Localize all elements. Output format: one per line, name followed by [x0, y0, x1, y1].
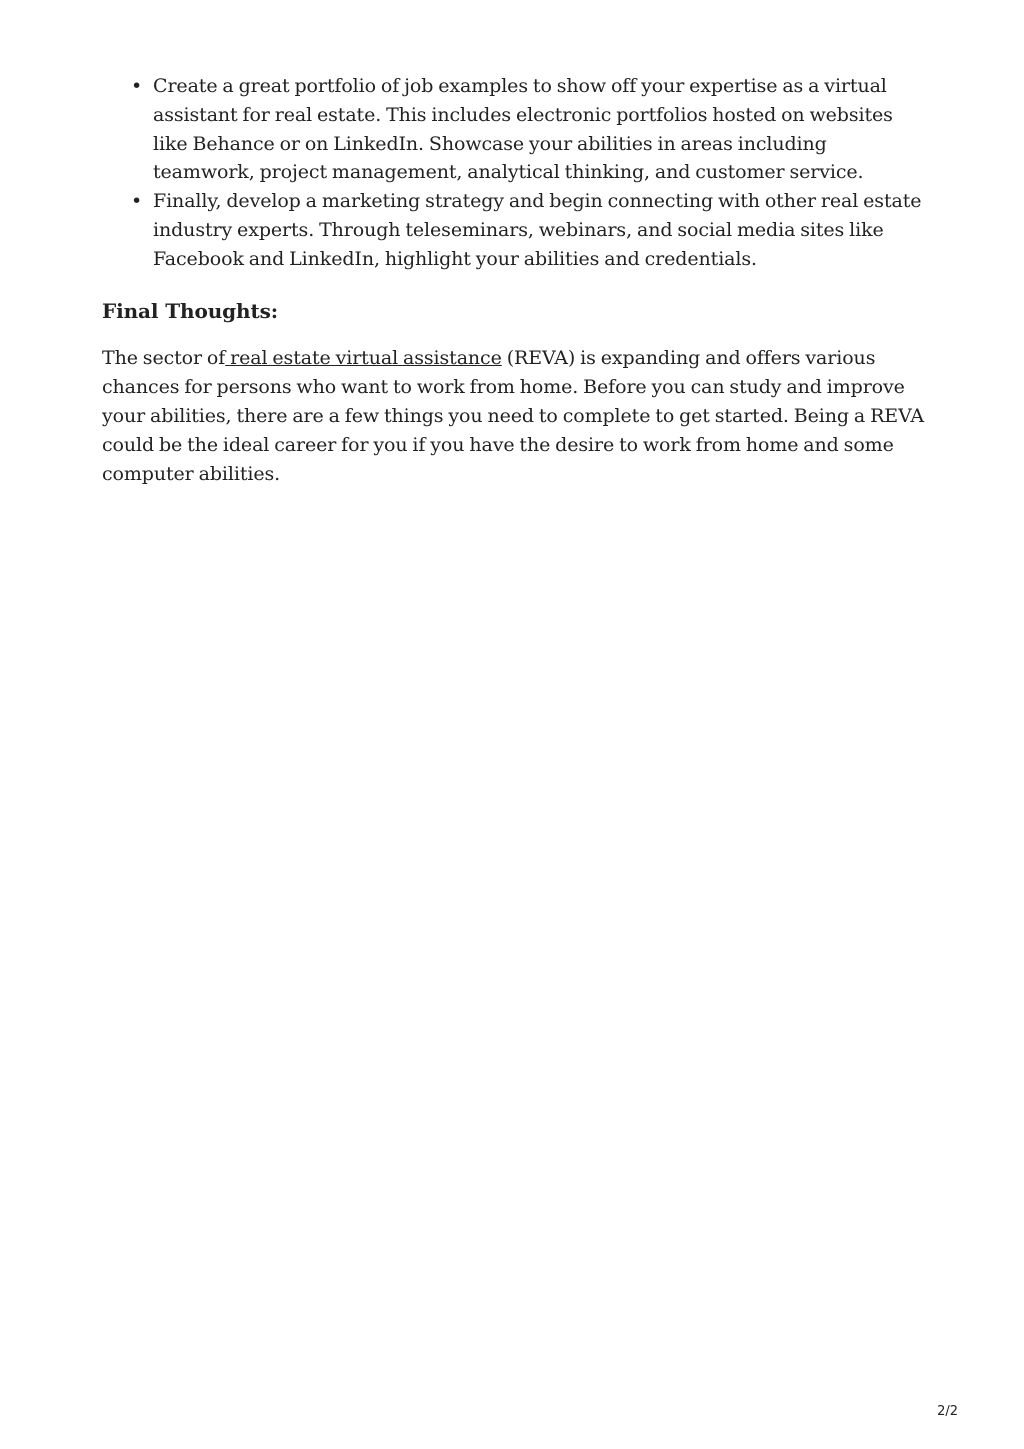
bullet-icon: •	[131, 190, 143, 213]
reva-link[interactable]: real estate virtual assistance	[225, 346, 502, 369]
section-heading: Final Thoughts:	[102, 298, 279, 323]
document-body	[102, 72, 932, 489]
bullet-list	[102, 72, 932, 274]
list-item	[131, 72, 932, 187]
list-item	[131, 187, 932, 273]
bullet-icon: •	[131, 75, 143, 97]
paragraph-text-end: (REVA) is expanding and offers various chances for persons who want to work from home. Before you can study and improve your abilities, there are a few things you need to complete to get started. Being a REVA could be the ideal career for you if you have the desire to work from home and some computer abilities.	[102, 346, 925, 485]
paragraph-text-start: The sector of	[102, 346, 226, 369]
list-item-text: Finally, develop a marketing strategy and begin connecting with other real estate industry experts. Through teleseminars, webinars, and social media sites like Facebook and LinkedIn, highlight your abilities and credentials.	[153, 190, 922, 270]
body-paragraph	[102, 344, 932, 489]
list-item-text: Create a great portfolio of job examples to show off your expertise as a virtual assistant for real estate. This includes electronic portfolios hosted on websites like Behance or on LinkedIn. Showcase your abilities in areas including teamwork, project management, analytical thinking, and customer service.	[153, 75, 893, 184]
page-number: 2/2	[937, 1404, 958, 1419]
